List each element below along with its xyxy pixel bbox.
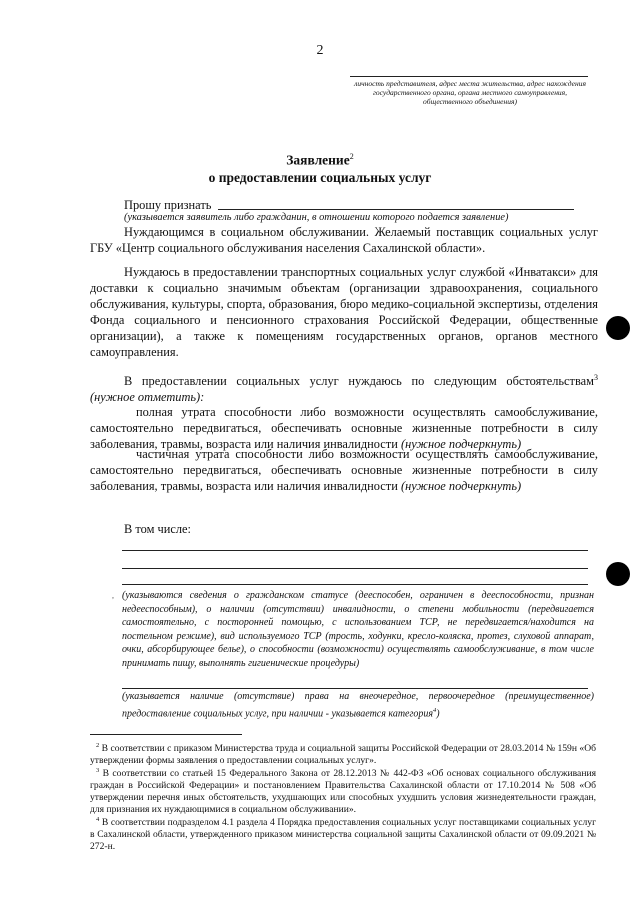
title-line-2: о предоставлении социальных услуг [208, 169, 432, 185]
full-loss-text: полная утрата способности либо возможности осуществлять самообслуживание, самостоятельно передвигаться, обеспечивать основные жизненные потребности в силу заболевания, травмы, возраста или наличия инвалидности [90, 405, 598, 451]
footnote-4-text: В соответствии подразделом 4.1 раздела 4 Порядка предоставления социальных услуг поставщиками социальных услуг в Сахалинской области, утвержденного приказом министерства социальной защиты Сахалинской области от 09.09.2021 № 272-н. [90, 817, 597, 853]
priority-footnote-ref: 4 [433, 706, 437, 714]
document-title [0, 148, 640, 186]
details-input-line-3[interactable] [122, 584, 588, 585]
partial-loss-text: частичная утрата способности либо возможности осуществлять самообслуживание, самостоятельно передвигаться, обеспечивать основные жизненные потребности в силу заболевания, травмы, возраста или наличия инвалидности [90, 447, 598, 493]
request-label: Прошу признать [124, 198, 212, 212]
footnote-2 [90, 740, 596, 767]
circumstances-footnote-ref: 3 [594, 373, 598, 382]
details-input-line-2[interactable] [122, 568, 588, 569]
request-hint: (указывается заявитель либо гражданин, в отношении которого подается заявление) [124, 212, 509, 223]
circumstances-paragraph [90, 370, 598, 405]
footnote-3-number: 3 [96, 767, 100, 774]
footnote-3-text: В соответствии со статьей 15 Федерального Закона от 28.12.2013 № 442-ФЗ «Об основах социального обслуживания граждан в Российской Федерации» и постановлением Правительства Сахалинской области от 17.10.2014 № 508 «Об утверждении перечня иных обстоятельств, ухудшающих или способных ухудшить условия жизнедеятельности граждан, для признания их нуждающимися в социальном обслуживании». [90, 768, 596, 816]
footnote-4 [90, 814, 596, 853]
option-partial-loss[interactable] [90, 446, 598, 494]
scan-mark: , [112, 591, 114, 600]
punch-hole-mark [606, 316, 630, 340]
punch-hole-mark-2 [606, 562, 630, 586]
request-input-line[interactable] [218, 209, 574, 210]
footnote-separator [90, 734, 242, 735]
title-footnote-ref: 2 [349, 152, 354, 161]
page-number: 2 [316, 43, 324, 58]
footnote-2-number: 2 [96, 742, 100, 749]
full-loss-note: (нужное подчеркнуть) [400, 437, 522, 451]
priority-input-line[interactable] [122, 688, 588, 689]
circumstances-text: В предоставлении социальных услуг нуждаюсь по следующим обстоятельствам [124, 374, 594, 389]
circumstances-note: (нужное отметить): [90, 390, 205, 405]
details-input-line-1[interactable] [122, 550, 588, 551]
footnote-4-number: 4 [96, 816, 100, 823]
priority-hint: (указывается наличие (отсутствие) права на внеочередное, первоочередное (преимущественное) предоставление социальных услуг, при наличии - указывается категория$^4$) [122, 691, 594, 719]
priority-hint-text: (указывается наличие (отсутствие) права на внеочередное, первоочередное (преимущественное) предоставление социальных услуг, при наличии - указывается категория [122, 691, 594, 719]
footnote-2-text: В соответствии с приказом Министерства труда и социальной защиты Российской Федерации от 28.03.2014 № 159н «Об утверждении формы заявления о предоставлении социальных услуг». [90, 743, 596, 767]
civil-status-hint: (указываются сведения о гражданском статусе (дееспособен, ограничен в дееспособности, признан недееспособным), о наличии (отсутствии) инвалидности, о степени мобильности (передвигается самостоятельно, с посторонней помощью, с использованием ТСР, не передвигается/находится на постельном режиме), вид используемого ТСР (трость, ходунки, кресло-коляска, протез, слуховой аппарат, очки, абсорбирующее белье), о способности (возможности) осуществлять самообслуживание, в том числе принимать пищу, выполнять гигиенические процедуры) [122, 590, 594, 669]
top-underline [350, 76, 588, 77]
option-full-loss[interactable] [90, 404, 598, 452]
including-label: В том числе: [124, 522, 191, 536]
title-line-1: Заявление [286, 152, 350, 168]
request-text: Нуждающимся в социальном обслуживании. Желаемый поставщик социальных услуг ГБУ «Центр социального обслуживания населения Сахалинской области». [90, 225, 598, 255]
partial-loss-note: (нужное подчеркнуть) [400, 479, 522, 493]
footnote-3 [90, 765, 596, 817]
applicant-details-hint: личность представителя, адрес места жительства, адрес нахождения государственного органа, органа местного самоуправления, общественного объединения) [354, 79, 586, 106]
transport-paragraph: Нуждаюсь в предоставлении транспортных социальных услуг службой «Инватакси» для доставки к социально значимым объектам (организации здравоохранения, социального обслуживания, культуры, спорта, образования, бюро медико-социальной экспертизы, отделения Фонда социального и пенсионного страхования Российской Федерации, общественные организации), а также к помещениям государственных органов, органов местного самоуправления. [90, 265, 598, 359]
